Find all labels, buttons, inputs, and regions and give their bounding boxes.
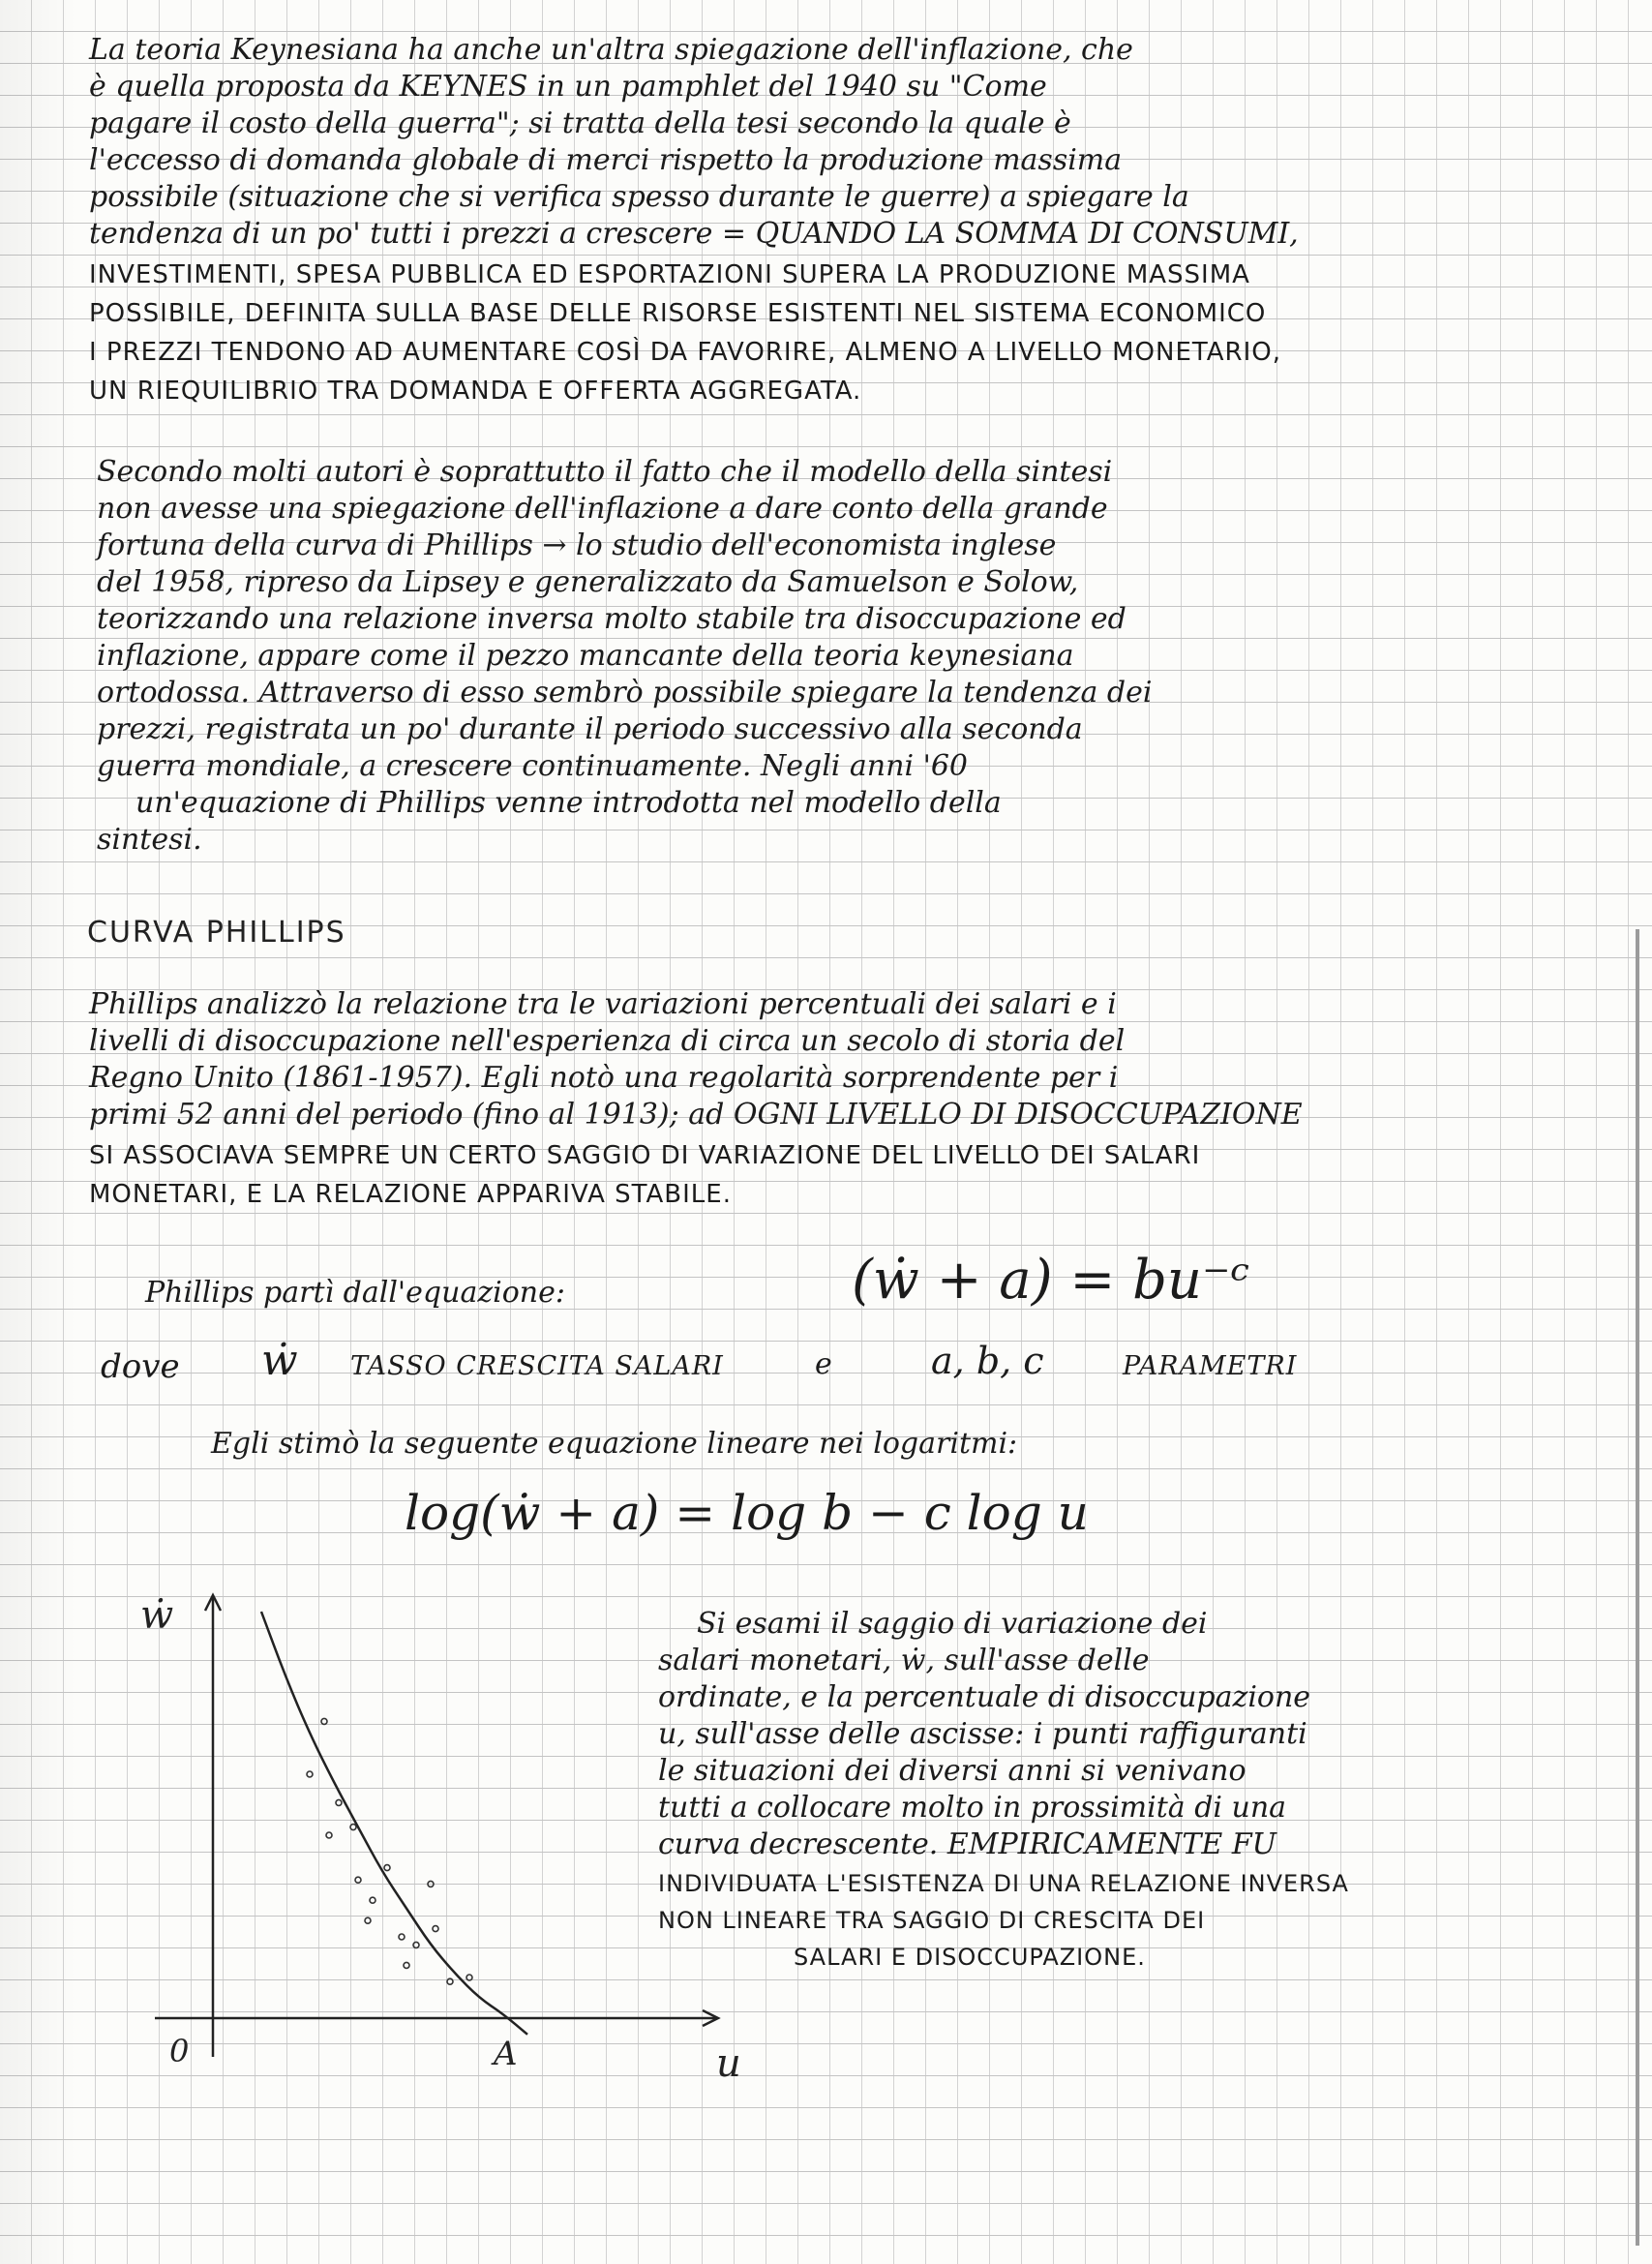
- data-point: [428, 1881, 434, 1887]
- section-heading: CURVA PHILLIPS: [87, 916, 346, 950]
- equation-log-linear: log(ẇ + a) = log b − c log u: [405, 1485, 1089, 1541]
- text-line: teorizzando una relazione inversa molto stabile tra disoccupazione ed: [97, 602, 1126, 636]
- intercept-label: A: [494, 2035, 518, 2073]
- x-axis-label: u: [716, 2041, 741, 2086]
- text-line: ordinate, e la percentuale di disoccupazione: [658, 1680, 1311, 1714]
- text-line: del 1958, ripreso da Lipsey e generalizzato da Samuelson e Solow,: [97, 565, 1079, 599]
- text-line: Secondo molti autori è soprattutto il fatto che il modello della sintesi: [97, 455, 1113, 489]
- data-point: [370, 1897, 375, 1903]
- text-line: primi 52 anni del periodo (fino al 1913); ad OGNI LIVELLO DI DISOCCUPAZIONE: [89, 1098, 1303, 1132]
- curve-layer: [261, 1612, 527, 2035]
- text-line: livelli di disoccupazione nell'esperienza di circa un secolo di storia del: [89, 1024, 1126, 1058]
- phillips-curve-chart: [116, 1578, 741, 2120]
- text-line: non avesse una spiegazione dell'inflazione a dare conto della grande: [97, 492, 1108, 526]
- where-params: a, b, c: [931, 1340, 1044, 1382]
- text-line: Si esami il saggio di variazione dei: [697, 1607, 1208, 1641]
- text-line: inflazione, appare come il pezzo mancante della teoria keynesiana: [97, 639, 1074, 673]
- equation-power-law: (ẇ + a) = bu⁻ᶜ: [852, 1249, 1250, 1312]
- text-line: possibile (situazione che si verifica spesso durante le guerre) a spiegare la: [89, 180, 1189, 214]
- where-params-description: PARAMETRI: [1123, 1351, 1298, 1381]
- text-line: prezzi, registrata un po' durante il periodo successivo alla seconda: [97, 712, 1083, 746]
- text-line-caps: I PREZZI TENDONO AD AUMENTARE COSÌ DA FAVORIRE, ALMENO A LIVELLO MONETARIO,: [89, 338, 1281, 367]
- text-line-caps: INVESTIMENTI, SPESA PUBBLICA ED ESPORTAZIONI SUPERA LA PRODUZIONE MASSIMA: [89, 260, 1250, 289]
- origin-label: 0: [169, 2033, 190, 2069]
- data-point: [404, 1962, 409, 1968]
- paragraph-phillips: [89, 987, 1599, 1229]
- text-line: le situazioni dei diversi anni si venivano: [658, 1754, 1247, 1788]
- text-line: u, sull'asse delle ascisse: i punti raffiguranti: [658, 1717, 1307, 1751]
- text-line: l'eccesso di domanda globale di merci rispetto la produzione massima: [89, 143, 1123, 177]
- where-symbol: ẇ: [261, 1336, 298, 1385]
- log-intro: Egli stimò la seguente equazione lineare nei logaritmi:: [211, 1427, 1018, 1461]
- text-line: fortuna della curva di Phillips → lo studio dell'economista inglese: [97, 528, 1057, 562]
- data-point: [321, 1718, 327, 1724]
- paragraph-graph-explanation: [658, 1607, 1616, 2013]
- data-point: [326, 1832, 332, 1838]
- y-axis-label: ẇ: [140, 1593, 174, 1638]
- data-point: [433, 1926, 438, 1932]
- data-point: [447, 1978, 453, 1984]
- data-point: [336, 1799, 342, 1805]
- text-line-caps: UN RIEQUILIBRIO TRA DOMANDA E OFFERTA AGGREGATA.: [89, 377, 862, 406]
- data-point: [384, 1865, 390, 1871]
- data-point: [350, 1825, 356, 1830]
- data-point: [355, 1877, 361, 1883]
- margin-line: [1636, 929, 1639, 2246]
- data-point: [399, 1934, 405, 1940]
- text-line: guerra mondiale, a crescere continuamente. Negli anni '60: [97, 749, 968, 783]
- equation-intro: Phillips partì dall'equazione:: [145, 1276, 565, 1310]
- data-point: [413, 1942, 419, 1947]
- text-line: Regno Unito (1861-1957). Egli notò una regolarità sorprendente per i: [89, 1061, 1119, 1095]
- where-and: e: [815, 1347, 832, 1381]
- text-line: ortodossa. Attraverso di esso sembrò possibile spiegare la tendenza dei: [97, 676, 1153, 709]
- data-point: [466, 1975, 472, 1980]
- text-line: un'equazione di Phillips venne introdotta nel modello della: [135, 786, 1002, 820]
- text-line-caps: INDIVIDUATA L'ESISTENZA DI UNA RELAZIONE INVERSA: [658, 1870, 1349, 1897]
- text-line: La teoria Keynesiana ha anche un'altra spiegazione dell'inflazione, che: [89, 33, 1133, 67]
- data-point: [365, 1917, 371, 1923]
- text-line: salari monetari, ẇ, sull'asse delle: [658, 1644, 1150, 1677]
- where-label: dove: [101, 1347, 180, 1386]
- phillips-curve-line: [261, 1612, 527, 2035]
- paragraph-synthesis: [97, 455, 1587, 881]
- text-line-caps: SALARI E DISOCCUPAZIONE.: [794, 1944, 1146, 1971]
- labels-layer: [140, 1593, 741, 2086]
- text-line-caps: MONETARI, E LA RELAZIONE APPARIVA STABILE.: [89, 1180, 732, 1209]
- data-point: [307, 1771, 313, 1777]
- text-line-caps: NON LINEARE TRA SAGGIO DI CRESCITA DEI: [658, 1907, 1206, 1934]
- text-line-caps: POSSIBILE, DEFINITA SULLA BASE DELLE RISORSE ESISTENTI NEL SISTEMA ECONOMICO: [89, 299, 1267, 328]
- page-shadow: [0, 0, 77, 2264]
- chart-axes: [155, 1595, 718, 2057]
- text-line: sintesi.: [97, 823, 202, 857]
- points-layer: [307, 1718, 472, 1984]
- text-line: curva decrescente. EMPIRICAMENTE FU: [658, 1827, 1277, 1861]
- text-line-caps: SI ASSOCIAVA SEMPRE UN CERTO SAGGIO DI VARIAZIONE DEL LIVELLO DEI SALARI: [89, 1141, 1201, 1170]
- text-line: pagare il costo della guerra"; si tratta della tesi secondo la quale è: [89, 106, 1071, 140]
- paragraph-keynes: [89, 33, 1599, 430]
- text-line: è quella proposta da KEYNES in un pamphlet del 1940 su "Come: [89, 70, 1047, 104]
- text-line: Phillips analizzò la relazione tra le variazioni percentuali dei salari e i: [89, 987, 1117, 1021]
- text-line: tendenza di un po' tutti i prezzi a crescere = QUANDO LA SOMMA DI CONSUMI,: [89, 217, 1299, 251]
- text-line: tutti a collocare molto in prossimità di una: [658, 1791, 1287, 1825]
- where-description: TASSO CRESCITA SALARI: [350, 1351, 724, 1381]
